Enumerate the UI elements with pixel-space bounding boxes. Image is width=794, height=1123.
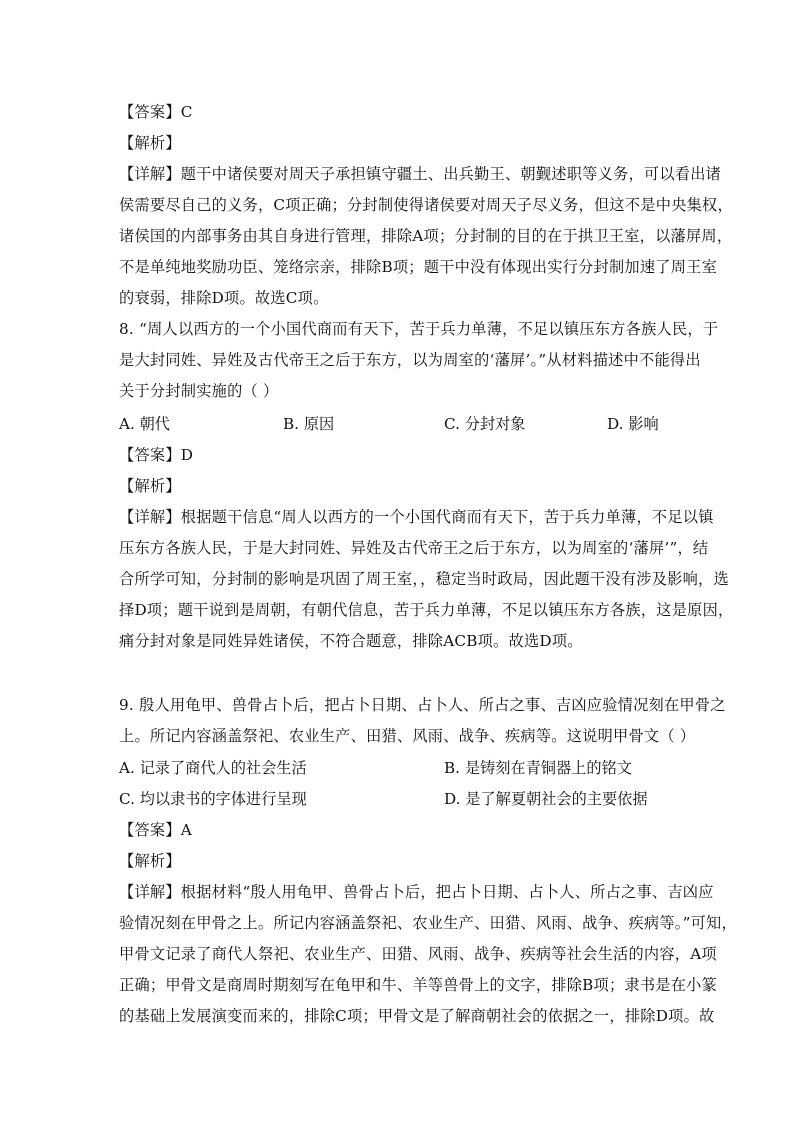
q8-option-c: C. 分封对象 [444,415,526,433]
q9-detail-line-1: 【详解】根据材料“殷人用龟甲、兽骨占卜后，把占卜日期、占卜人、所占之事、吉凶应 [119,883,714,901]
q7-answer: 【答案】C [119,103,193,121]
q8-detail-line-5: 痛分封对象是同姓异姓诸侯，不符合题意，排除ACB项。故选D项。 [119,632,583,650]
q9-option-d: D. 是了解夏朝社会的主要依据 [444,790,648,808]
q8-detail-line-2: 压东方各族人民，于是大封同姓、异姓及古代帝王之后于东方，以为周室的‘藩屏’”，结 [119,539,709,557]
q8-detail-line-3: 合所学可知，分封制的影响是巩固了周王室，，稳定当时政局，因此题干没有涉及影响，选 [119,570,729,588]
q9-option-b: B. 是铸刻在青铜器上的铭文 [444,759,632,777]
q7-detail-line-3: 诸侯国的内部事务由其自身进行管理，排除A项；分封制的目的在于拱卫王室，以藩屏周， [119,227,733,245]
q8-stem-line-2: 是大封同姓、异姓及古代帝王之后于东方，以为周室的‘藩屏’。”从材料描述中不能得出 [119,351,701,369]
q9-answer: 【答案】A [119,821,192,839]
q9-option-c: C. 均以隶书的字体进行呈现 [119,790,307,808]
q8-answer: 【答案】D [119,446,194,464]
q7-detail-line-1: 【详解】题干中诸侯要对周天子承担镇守疆土、出兵勤王、朝觐述职等义务，可以看出诸 [119,165,722,183]
q8-option-b: B. 原因 [283,415,335,433]
q8-detail-line-1: 【详解】根据题干信息“周人以西方的一个小国代商而有天下，苦于兵力单薄，不足以镇 [119,508,714,526]
q8-stem-line-3: 关于分封制实施的（ ） [119,382,279,400]
q8-detail-line-4: 择D项；题干说到是周朝，有朝代信息，苦于兵力单薄，不足以镇压东方各族，这是原因， [119,601,734,619]
q9-option-a: A. 记录了商代人的社会生活 [119,759,307,777]
q9-stem-line-1: 9. 殷人用龟甲、兽骨占卜后，把占卜日期、占卜人、所占之事、吉凶应验情况刻在甲骨之 [119,696,726,714]
q8-option-a: A. 朝代 [119,415,170,433]
q9-detail-line-4: 正确；甲骨文是商周时期刻写在龟甲和牛、羊等兽骨上的文字，排除B项；隶书是在小篆 [119,976,718,994]
q8-analysis-heading: 【解析】 [119,477,181,495]
q9-analysis-heading: 【解析】 [119,852,181,870]
q7-detail-line-4: 不是单纯地奖励功臣、笼络宗亲，排除B项；题干中没有体现出实行分封制加速了周王室 [119,258,718,276]
q7-detail-line-5: 的衰弱，排除D项。故选C项。 [119,289,329,307]
q9-detail-line-2: 验情况刻在甲骨之上。所记内容涵盖祭祀、农业生产、田猎、风雨、战争、疾病等。”可知， [119,914,737,932]
q9-detail-line-5: 的基础上发展演变而来的，排除C项；甲骨文是了解商朝社会的依据之一，排除D项。故 [119,1007,715,1025]
q8-option-d: D. 影响 [607,415,659,433]
q9-stem-line-2: 上。所记内容涵盖祭祀、农业生产、田猎、风雨、战争、疾病等。这说明甲骨文（ ） [119,727,696,745]
q9-detail-line-3: 甲骨文记录了商代人祭祀、农业生产、田猎、风雨、战争、疾病等社会生活的内容，A项 [119,945,717,963]
q7-detail-line-2: 侯需要尽自己的义务，C项正确；分封制使得诸侯要对周天子尽义务，但这不是中央集权， [119,196,733,214]
q7-analysis-heading: 【解析】 [119,134,181,152]
q8-stem-line-1: 8. “周人以西方的一个小国代商而有天下，苦于兵力单薄，不足以镇压东方各族人民，于 [119,320,719,338]
